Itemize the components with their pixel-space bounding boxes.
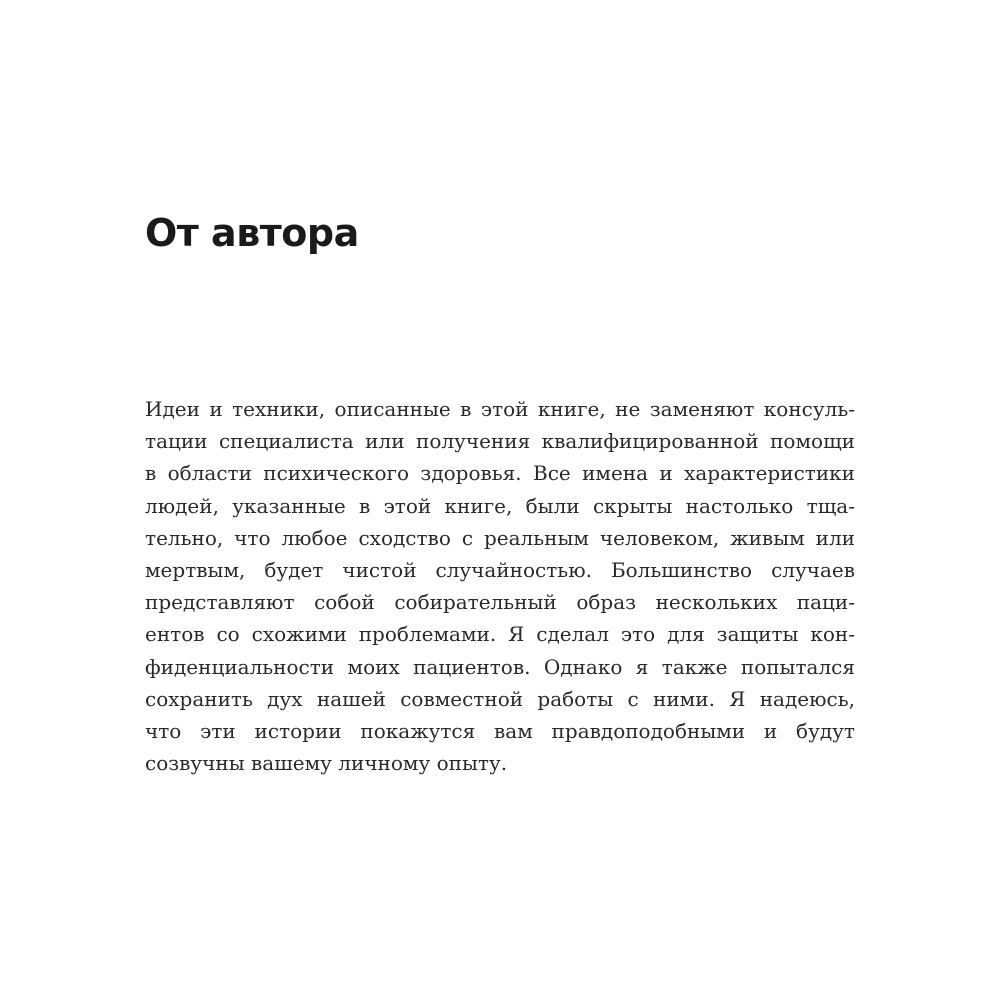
paragraph-line: людей, указанные в этой книге, были скрыты настолько тща- xyxy=(145,493,855,518)
paragraph-line: тельно, что любое сходство с реальным человеком, живым или xyxy=(145,525,855,550)
paragraph-line: фиденциальности моих пациентов. Однако я также попытался xyxy=(145,654,855,679)
paragraph-line: созвучны вашему личному опыту. xyxy=(145,751,508,776)
paragraph-line: тации специалиста или получения квалифицированной помощи xyxy=(145,429,855,454)
chapter-heading: От автора xyxy=(145,211,359,255)
paragraph-line: мертвым, будет чистой случайностью. Большинство случаев xyxy=(145,558,855,583)
paragraph-line: в области психического здоровья. Все имена и характеристики xyxy=(145,461,855,486)
paragraph-line: представляют собой собирательный образ нескольких паци- xyxy=(145,590,855,615)
paragraph-line: сохранить дух нашей совместной работы с ними. Я надеюсь, xyxy=(145,686,855,711)
author-note-paragraph xyxy=(145,393,855,779)
paragraph-line: ентов со схожими проблемами. Я сделал это для защиты кон- xyxy=(145,622,855,647)
paragraph-line: что эти истории покажутся вам правдоподобными и будут xyxy=(145,719,855,744)
paragraph-line: Идеи и техники, описанные в этой книге, не заменяют консуль- xyxy=(145,397,855,421)
